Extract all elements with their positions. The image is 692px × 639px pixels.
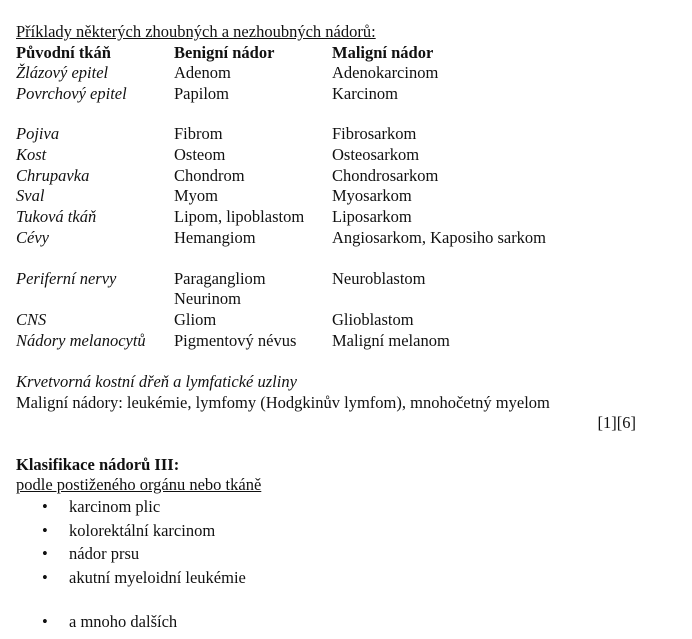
col-header-benign: Benigní nádor bbox=[174, 43, 275, 62]
section1-title: Příklady některých zhoubných a nezhoubných nádorů: bbox=[16, 22, 376, 41]
bullet-icon: • bbox=[42, 612, 48, 631]
benign-cell: Pigmentový névus bbox=[174, 331, 297, 350]
malignant-cell: Angiosarkom, Kaposiho sarkom bbox=[332, 228, 547, 247]
tissue-cell: Periferní nervy bbox=[16, 269, 117, 288]
malignant-cell: Chondrosarkom bbox=[332, 166, 439, 185]
bullet-icon: • bbox=[42, 497, 48, 516]
list-item-label: karcinom plic bbox=[69, 497, 161, 516]
malignant-cell: Adenokarcinom bbox=[332, 63, 439, 82]
blood-text: Maligní nádory: leukémie, lymfomy (Hodgkinův lymfom), mnohočetný myelom bbox=[16, 393, 550, 412]
section2-title: Klasifikace nádorů III: bbox=[16, 455, 180, 474]
benign-cell: Gliom bbox=[174, 310, 217, 329]
blood-heading: Krvetvorná kostní dřeň a lymfatické uzliny bbox=[16, 372, 297, 391]
tissue-cell: Chrupavka bbox=[16, 166, 90, 185]
tissue-cell: Tuková tkáň bbox=[16, 207, 97, 226]
col-header-malignant: Maligní nádor bbox=[332, 43, 434, 62]
malignant-cell: Osteosarkom bbox=[332, 145, 420, 164]
malignant-cell: Liposarkom bbox=[332, 207, 412, 226]
malignant-cell: Myosarkom bbox=[332, 186, 412, 205]
benign-cell: Lipom, lipoblastom bbox=[174, 207, 305, 226]
list-item-label: kolorektální karcinom bbox=[69, 521, 216, 540]
benign-cell: Adenom bbox=[174, 63, 231, 82]
malignant-cell: Maligní melanom bbox=[332, 331, 450, 350]
list-item-label: akutní myeloidní leukémie bbox=[69, 568, 246, 587]
malignant-cell: Glioblastom bbox=[332, 310, 414, 329]
benign-cell: Paragangliom bbox=[174, 269, 266, 288]
benign-cell: Neurinom bbox=[174, 289, 241, 308]
col-header-tissue: Původní tkáň bbox=[16, 43, 111, 62]
malignant-cell: Neuroblastom bbox=[332, 269, 426, 288]
tissue-cell: Povrchový epitel bbox=[16, 84, 127, 103]
benign-cell: Osteom bbox=[174, 145, 226, 164]
benign-cell: Hemangiom bbox=[174, 228, 256, 247]
benign-cell: Myom bbox=[174, 186, 219, 205]
malignant-cell: Fibrosarkom bbox=[332, 124, 417, 143]
tissue-cell: CNS bbox=[16, 310, 47, 329]
tissue-cell: Sval bbox=[16, 186, 45, 205]
list-item-label: nádor prsu bbox=[69, 544, 140, 563]
bullet-icon: • bbox=[42, 568, 48, 587]
tissue-cell: Cévy bbox=[16, 228, 49, 247]
bullet-icon: • bbox=[42, 521, 48, 540]
bullet-icon: • bbox=[42, 544, 48, 563]
list-item-label: a mnoho dalších bbox=[69, 612, 178, 631]
tissue-cell: Kost bbox=[16, 145, 47, 164]
benign-cell: Chondrom bbox=[174, 166, 245, 185]
tissue-cell: Pojiva bbox=[16, 124, 60, 143]
malignant-cell: Karcinom bbox=[332, 84, 398, 103]
tissue-cell: Žlázový epitel bbox=[16, 63, 109, 82]
section2-subtitle: podle postiženého orgánu nebo tkáně bbox=[16, 475, 262, 494]
benign-cell: Fibrom bbox=[174, 124, 223, 143]
tissue-cell: Nádory melanocytů bbox=[16, 331, 146, 350]
benign-cell: Papilom bbox=[174, 84, 230, 103]
references: [1][6] bbox=[597, 413, 636, 432]
